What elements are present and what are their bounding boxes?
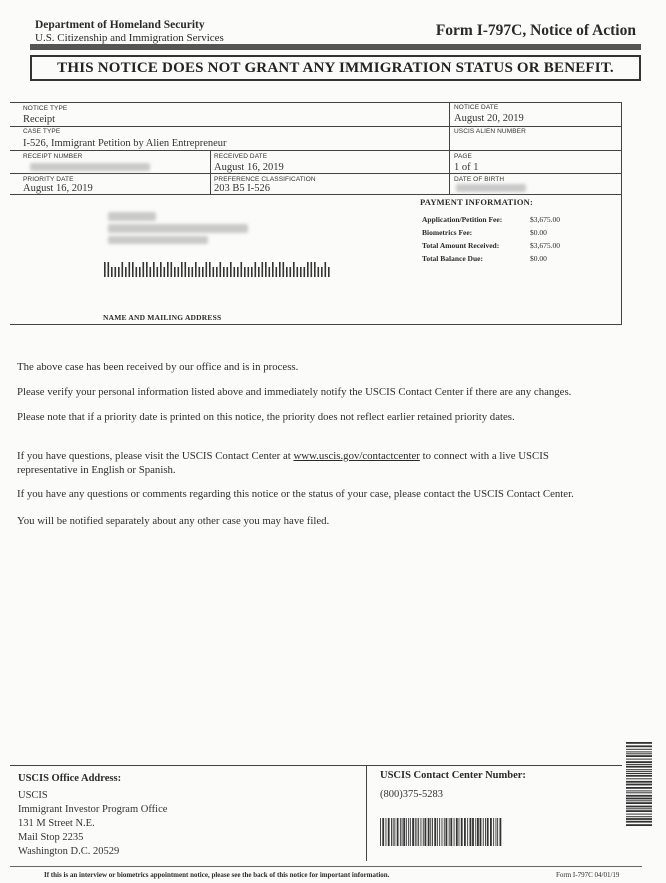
address-label: NAME AND MAILING ADDRESS [103, 313, 222, 322]
received-date-label: RECEIVED DATE [214, 153, 268, 160]
priority-date-value: August 16, 2019 [23, 183, 93, 194]
redacted-receipt-number [30, 163, 150, 171]
office-line-4: Mail Stop 2235 [18, 832, 84, 843]
redacted-address-line2 [108, 236, 208, 244]
received-date-value: August 16, 2019 [214, 162, 284, 173]
footer-rule [10, 866, 642, 867]
contact-barcode [380, 818, 502, 846]
body-paragraph-3: Please note that if a priority date is printed on this notice, the priority does not reflect earlier retained priority dates. [17, 411, 515, 423]
bottom-rule [10, 765, 622, 766]
grid-line-top [10, 102, 622, 103]
grid-line-2 [10, 150, 622, 151]
fee-label-application: Application/Petition Fee: [422, 215, 503, 224]
disclaimer-banner [30, 55, 641, 81]
contact-center-link[interactable]: www.uscis.gov/contactcenter [293, 450, 420, 462]
redacted-dob [456, 184, 526, 192]
postal-barcode [104, 262, 336, 278]
fee-value-application: $3,675.00 [530, 215, 560, 224]
alien-number-label: USCIS ALIEN NUMBER [454, 128, 526, 135]
bottom-vline [366, 765, 367, 861]
footer-form-id: Form I-797C 04/01/19 [556, 871, 620, 879]
fee-label-biometrics: Biometrics Fee: [422, 228, 473, 237]
body-paragraph-1: The above case has been received by our office and is in process. [17, 361, 299, 373]
office-line-2: Immigrant Investor Program Office [18, 804, 168, 815]
body-paragraph-2: Please verify your personal information listed above and immediately notify the USCIS Contact Center if there are any changes. [17, 386, 572, 398]
address-rule [10, 324, 622, 325]
fee-value-balance-due: $0.00 [530, 254, 547, 263]
receipt-number-label: RECEIPT NUMBER [23, 153, 83, 160]
grid-line-4 [10, 194, 622, 195]
payment-info [420, 197, 620, 263]
grid-line-3 [10, 173, 622, 174]
contact-title: USCIS Contact Center Number: [380, 770, 526, 781]
body-paragraph-5: If you have any questions or comments regarding this notice or the status of your case, please contact the USCIS Contact Center. [17, 488, 574, 500]
redacted-name [108, 212, 156, 221]
fee-label-total-received: Total Amount Received: [422, 241, 500, 250]
fee-value-total-received: $3,675.00 [530, 241, 560, 250]
notice-date-value: August 20, 2019 [454, 113, 524, 124]
redacted-address-line1 [108, 224, 248, 233]
side-barcode [626, 742, 652, 826]
dob-label: DATE OF BIRTH [454, 176, 505, 183]
grid-vline-right [449, 102, 450, 194]
payment-title: PAYMENT INFORMATION: [420, 197, 534, 207]
form-title: Form I-797C, Notice of Action [435, 22, 636, 39]
case-type-label: CASE TYPE [23, 128, 61, 135]
preference-value: 203 B5 I-526 [214, 183, 270, 194]
case-type-value: I-526, Immigrant Petition by Alien Entrepreneur [23, 138, 227, 149]
notice-date-label: NOTICE DATE [454, 104, 499, 111]
paragraph-4-text-start: If you have questions, please visit the USCIS Contact Center at [17, 450, 294, 462]
body-paragraph-4 [17, 450, 597, 477]
disclaimer-text: THIS NOTICE DOES NOT GRANT ANY IMMIGRATION STATUS OR BENEFIT. [57, 60, 614, 76]
footer-note: If this is an interview or biometrics appointment notice, please see the back of this notice for important information. [44, 871, 390, 879]
office-address [18, 773, 167, 859]
office-title: USCIS Office Address: [18, 773, 122, 784]
priority-date-label: PRIORITY DATE [23, 176, 74, 183]
notice-type-label: NOTICE TYPE [23, 105, 68, 112]
grid-vline-edge [621, 102, 622, 324]
office-line-5: Washington D.C. 20529 [18, 846, 120, 857]
agency-name: U.S. Citizenship and Immigration Services [35, 32, 224, 44]
department-name: Department of Homeland Security [35, 19, 205, 31]
notice-type-value: Receipt [23, 114, 56, 125]
paragraph-4-text-end: to connect with a live USCIS representative in English or Spanish. [17, 450, 549, 476]
fee-value-biometrics: $0.00 [530, 228, 547, 237]
grid-vline-mid [210, 150, 211, 194]
contact-phone: (800)375-5283 [380, 789, 443, 800]
office-line-1: USCIS [18, 790, 48, 801]
fee-label-balance-due: Total Balance Due: [422, 254, 483, 263]
office-line-3: 131 M Street N.E. [18, 818, 95, 829]
header-rule [30, 44, 641, 50]
body-paragraph-6: You will be notified separately about any other case you may have filed. [17, 515, 330, 527]
page-value: 1 of 1 [454, 162, 479, 173]
contact-center [380, 770, 526, 800]
preference-label: PREFERENCE CLASSIFICATION [214, 176, 316, 183]
grid-line-1 [10, 126, 622, 127]
page-label: PAGE [454, 153, 472, 160]
agency-header [35, 19, 224, 45]
